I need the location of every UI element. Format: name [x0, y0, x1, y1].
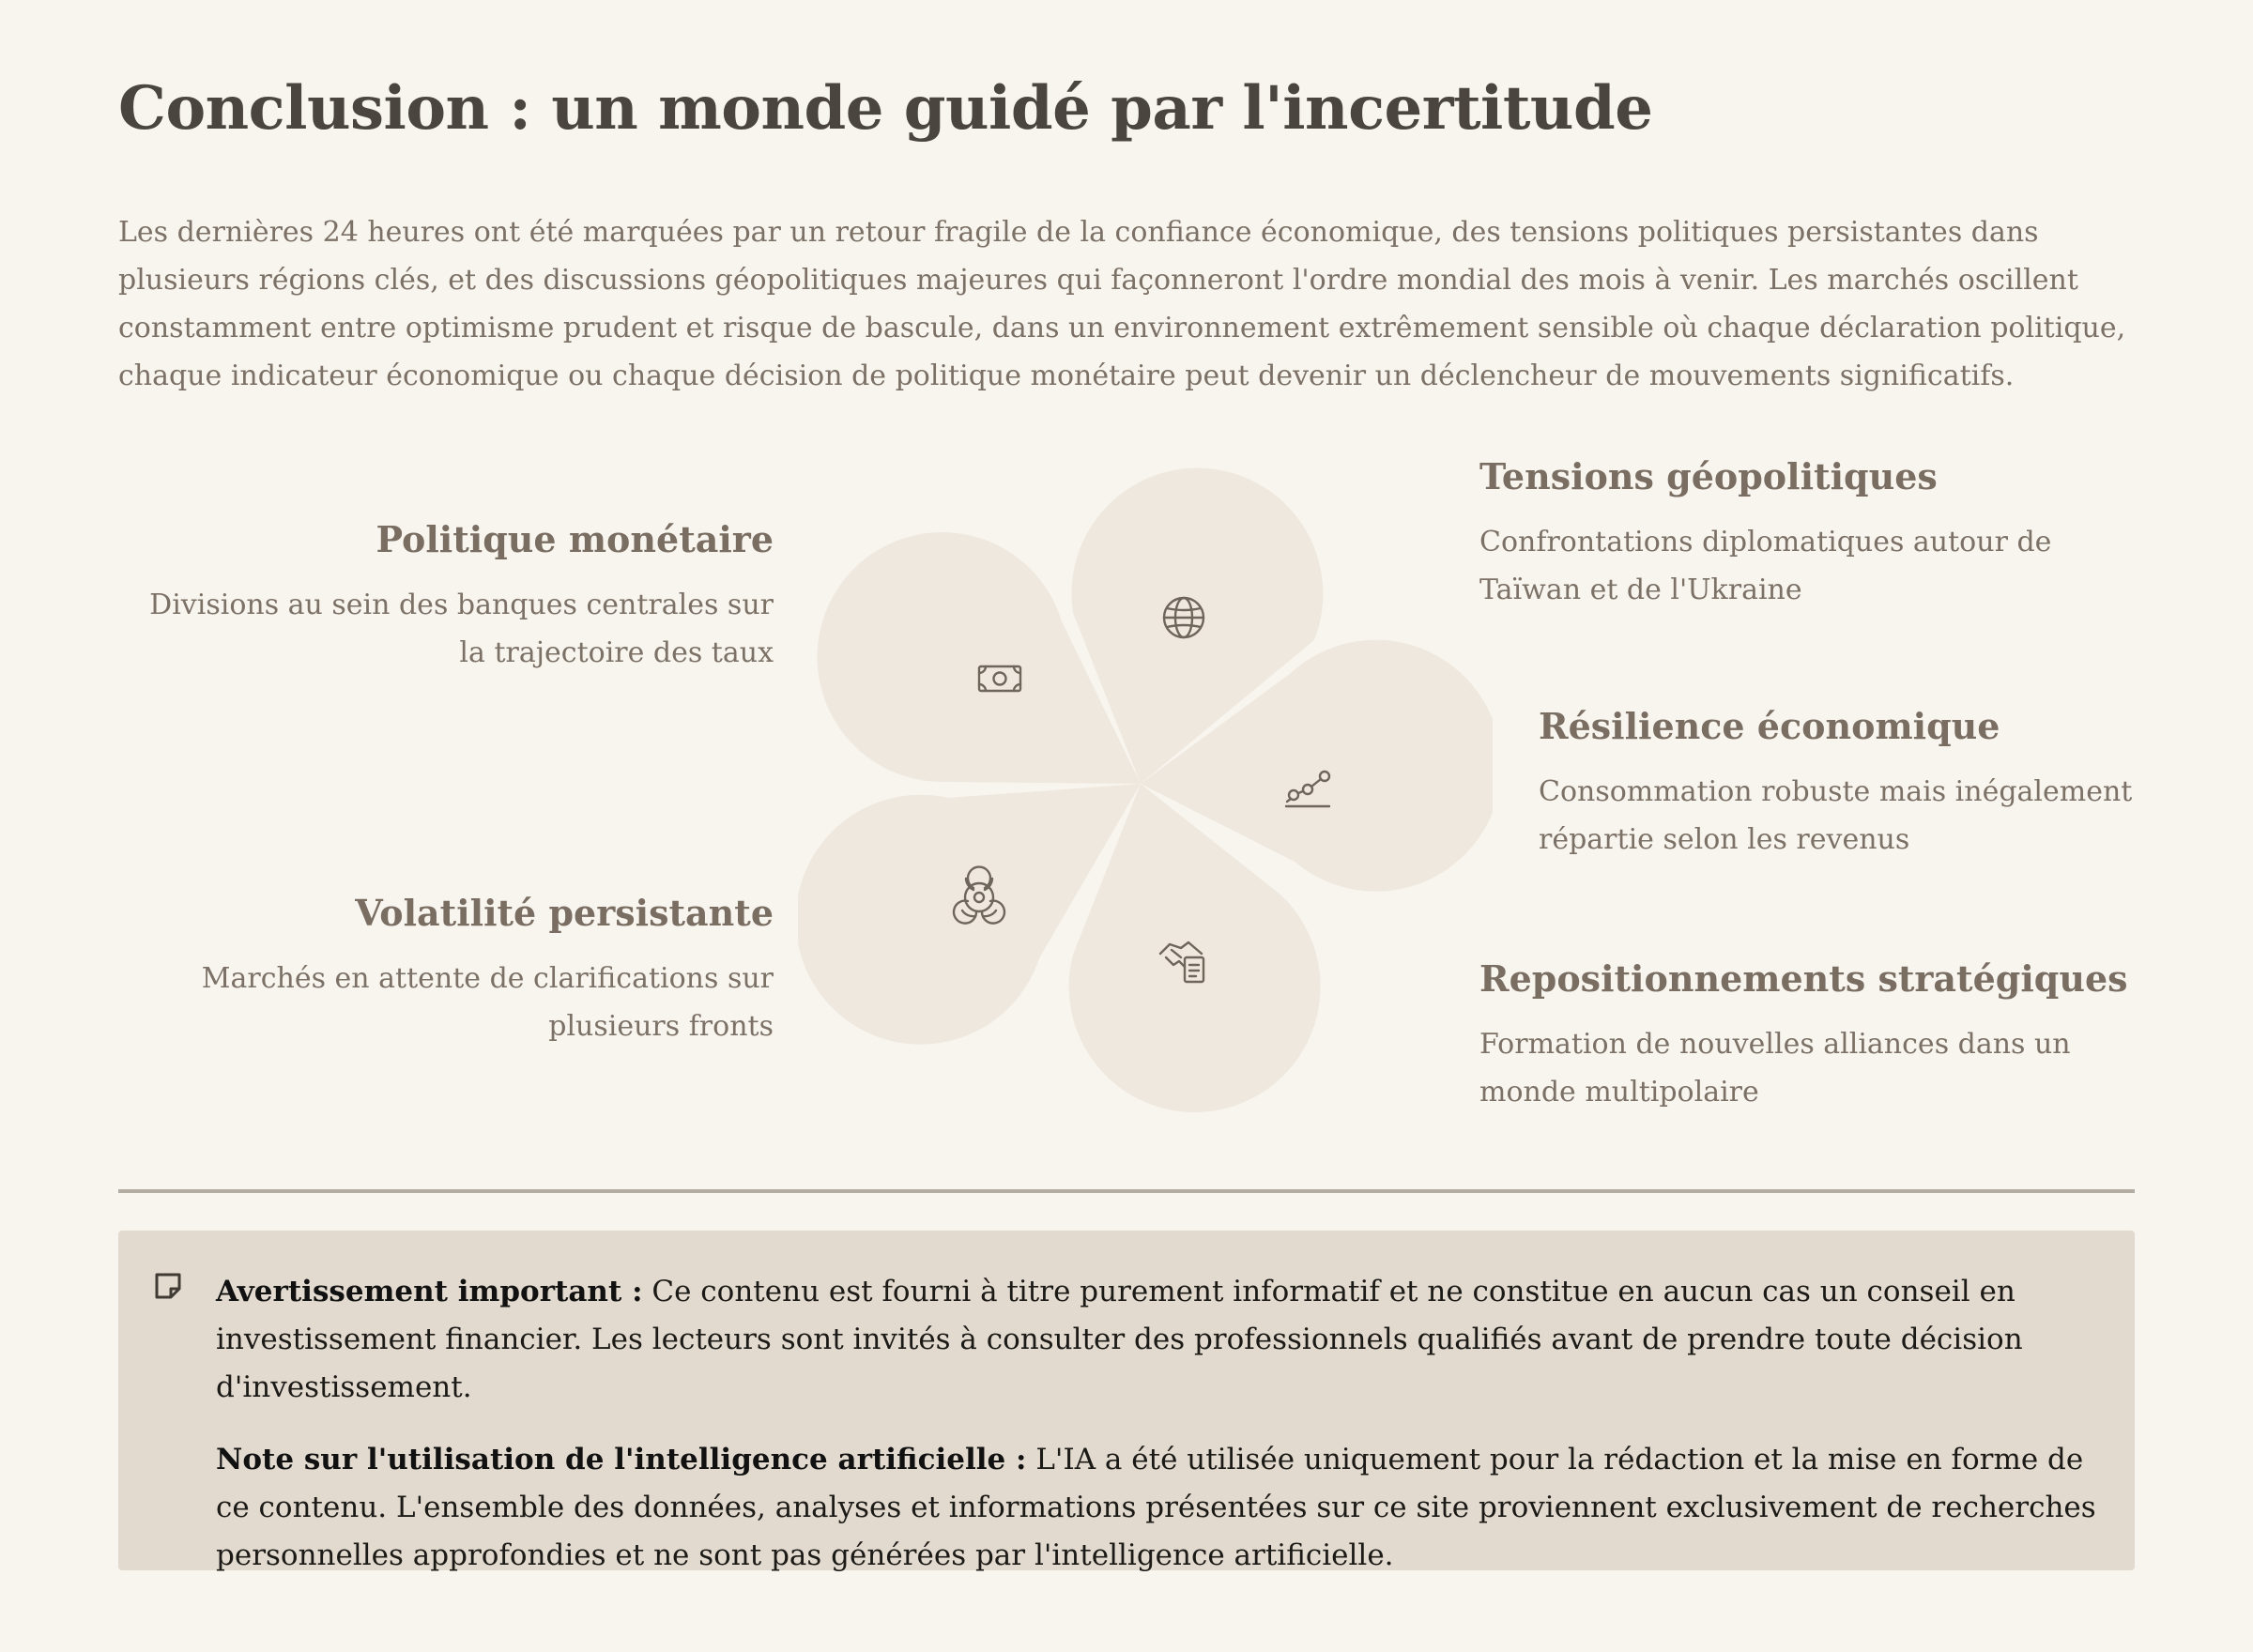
ai-note-label: Note sur l'utilisation de l'intelligence artificielle :	[216, 1443, 1027, 1476]
ai-note-text: L'IA a été utilisée uniquement pour la rédaction et la mise en forme de ce contenu. L'ensemble des données, analyses et informations présentées sur ce site proviennent exclusivement de recherches personnelles approfondies et ne sont pas générées par l'intelligence artificielle.	[216, 1443, 2096, 1572]
item-description: Confrontations diplomatiques autour de Taïwan et de l'Ukraine	[1479, 526, 2052, 606]
page-title: Conclusion : un monde guidé par l'incertitude	[118, 73, 1653, 144]
intro-paragraph: Les dernières 24 heures ont été marquées par un retour fragile de la confiance économique, des tensions politiques persistantes dans plusieurs régions clés, et des discussions géopolitiques majeures qui façonneront l'ordre mondial des mois à venir. Les marchés oscillent constamment entre optimisme prudent et risque de bascule, dans un environnement extrêmement sensible où chaque déclaration politique, chaque indicateur économique ou chaque décision de politique monétaire peut devenir un déclencheur de mouvements significatifs.	[118, 216, 2126, 392]
item-title: Résilience économique	[1539, 705, 2000, 747]
disclaimer-paragraph	[216, 1268, 2097, 1412]
petals	[798, 468, 1493, 1112]
item-description: Marchés en attente de clarifications sur plusieurs fronts	[201, 962, 774, 1043]
item-monetary-policy	[118, 518, 774, 677]
flower-diagram	[798, 441, 1493, 1145]
disclaimer-box	[118, 1231, 2135, 1570]
item-title: Repositionnements stratégiques	[1479, 957, 2128, 1000]
petal-graphic	[798, 441, 1493, 1145]
item-description: Divisions au sein des banques centrales sur la trajectoire des taux	[149, 589, 774, 669]
ai-note-paragraph	[216, 1436, 2097, 1580]
item-title: Volatilité persistante	[355, 892, 774, 934]
item-geopolitical-tensions	[1479, 455, 2137, 614]
item-economic-resilience	[1539, 705, 2137, 864]
note-icon	[152, 1270, 184, 1302]
section-divider	[118, 1189, 2135, 1193]
disclaimer-text: Ce contenu est fourni à titre purement informatif et ne constitue en aucun cas un conseil en investissement financier. Les lecteurs sont invités à consulter des professionnels qualifiés avant de prendre toute décision d'investissement.	[216, 1275, 2023, 1404]
item-title: Politique monétaire	[376, 518, 774, 560]
item-description: Consommation robuste mais inégalement répartie selon les revenus	[1539, 775, 2133, 856]
item-persistent-volatility	[118, 892, 774, 1050]
item-description: Formation de nouvelles alliances dans un monde multipolaire	[1479, 1028, 2071, 1109]
item-strategic-repositioning	[1479, 957, 2137, 1116]
disclaimer-label: Avertissement important :	[216, 1275, 643, 1308]
item-title: Tensions géopolitiques	[1479, 455, 1938, 497]
